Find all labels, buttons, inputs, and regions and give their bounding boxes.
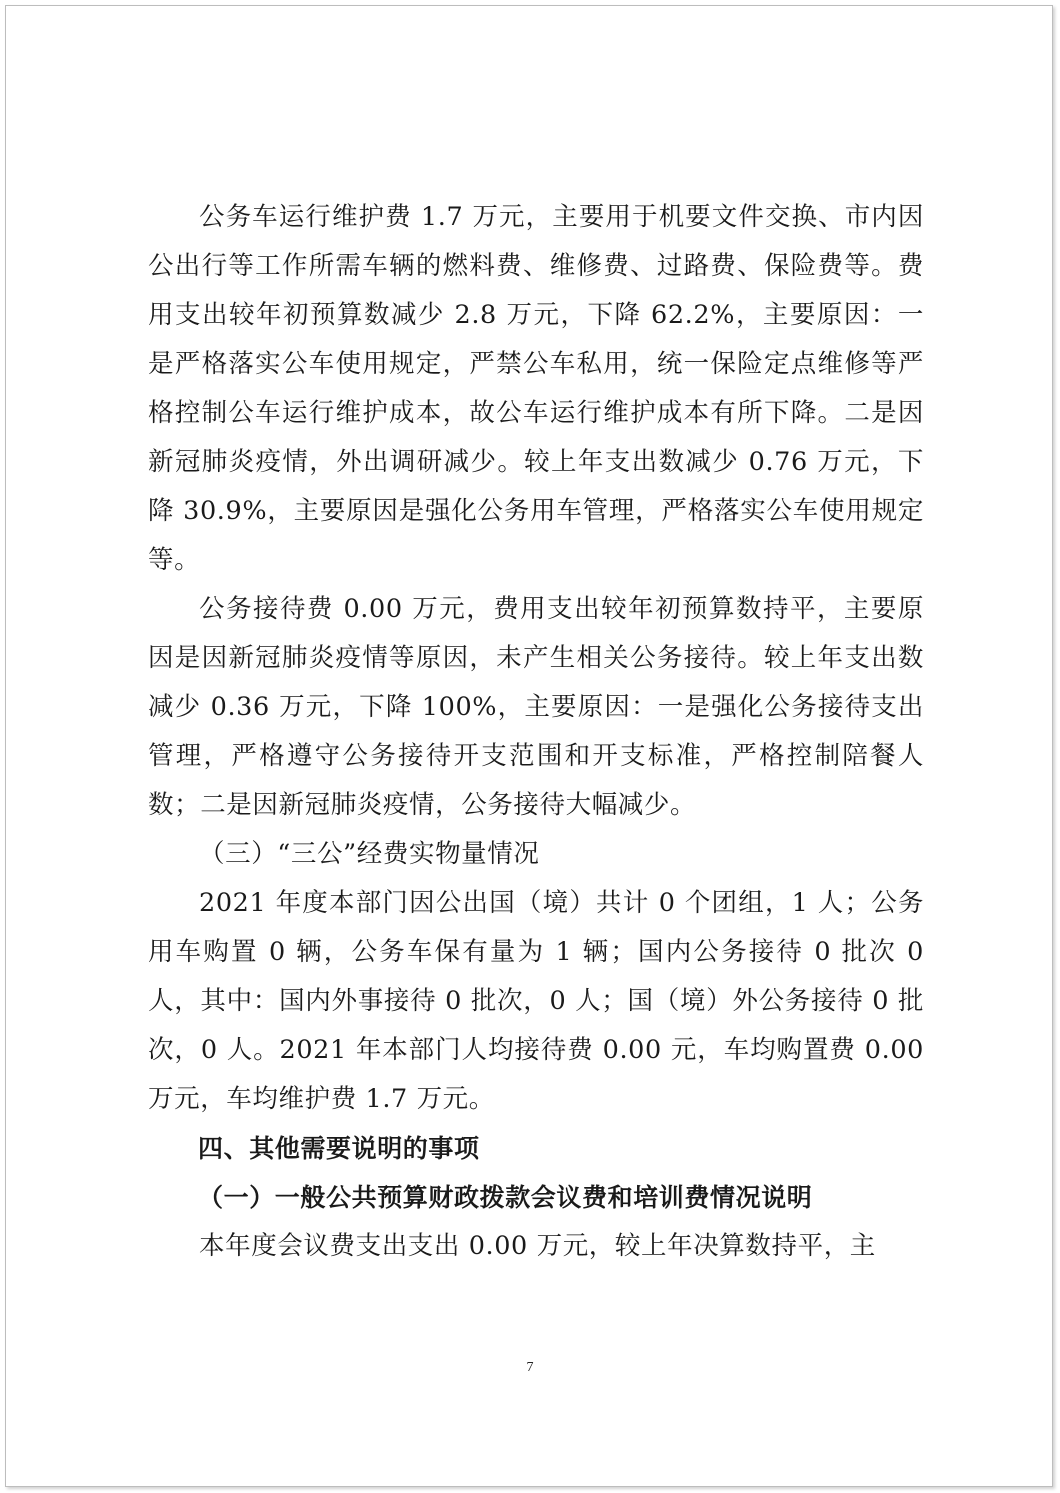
paragraph-meeting: 本年度会议费支出支出 0.00 万元，较上年决算数持平，主	[199, 1231, 876, 1261]
section-heading-four: 四、其他需要说明的事项	[198, 1134, 480, 1163]
document-body	[148, 193, 924, 1271]
subheading-one-meeting-training: （一）一般公共预算财政拨款会议费和培训费情况说明	[198, 1183, 813, 1212]
paragraph-reception: 公务接待费 0.00 万元，费用支出较年初预算数持平，主要原因是因新冠肺炎疫情等原因，未产生相关公务接待。较上年支出数减少 0.36 万元，下降 100%，主要原因：一是强化公务接待支出管理，严格遵守公务接待开支范围和开支标准，严格控制陪餐人数；二是因新冠肺炎疫情，公务接待大幅减少。	[148, 594, 924, 820]
page-number: 7	[526, 1360, 534, 1375]
paragraph-car-maintenance: 公务车运行维护费 1.7 万元，主要用于机要文件交换、市内因公出行等工作所需车辆的燃料费、维修费、过路费、保险费等。费用支出较年初预算数减少 2.8 万元，下降 62.2%，主要原因：一是严格落实公车使用规定，严禁公车私用，统一保险定点维修等严格控制公车运行维护成本，故公车运行维护成本有所下降。二是因新冠肺炎疫情，外出调研减少。较上年支出数减少 0.76 万元，下降 30.9%，主要原因是强化公务用车管理，严格落实公车使用规定等。	[148, 202, 924, 575]
subheading-three-public-physical: （三）“三公”经费实物量情况	[199, 839, 540, 869]
paragraph-physical-quantity: 2021 年度本部门因公出国（境）共计 0 个团组，1 人；公务用车购置 0 辆，公务车保有量为 1 辆；国内公务接待 0 批次 0 人，其中：国内外事接待 0 批次，0 人；国（境）外公务接待 0 批次，0 人。2021 年本部门人均接待费 0.00 元，车均购置费 0.00 万元，车均维护费 1.7 万元。	[148, 888, 924, 1114]
